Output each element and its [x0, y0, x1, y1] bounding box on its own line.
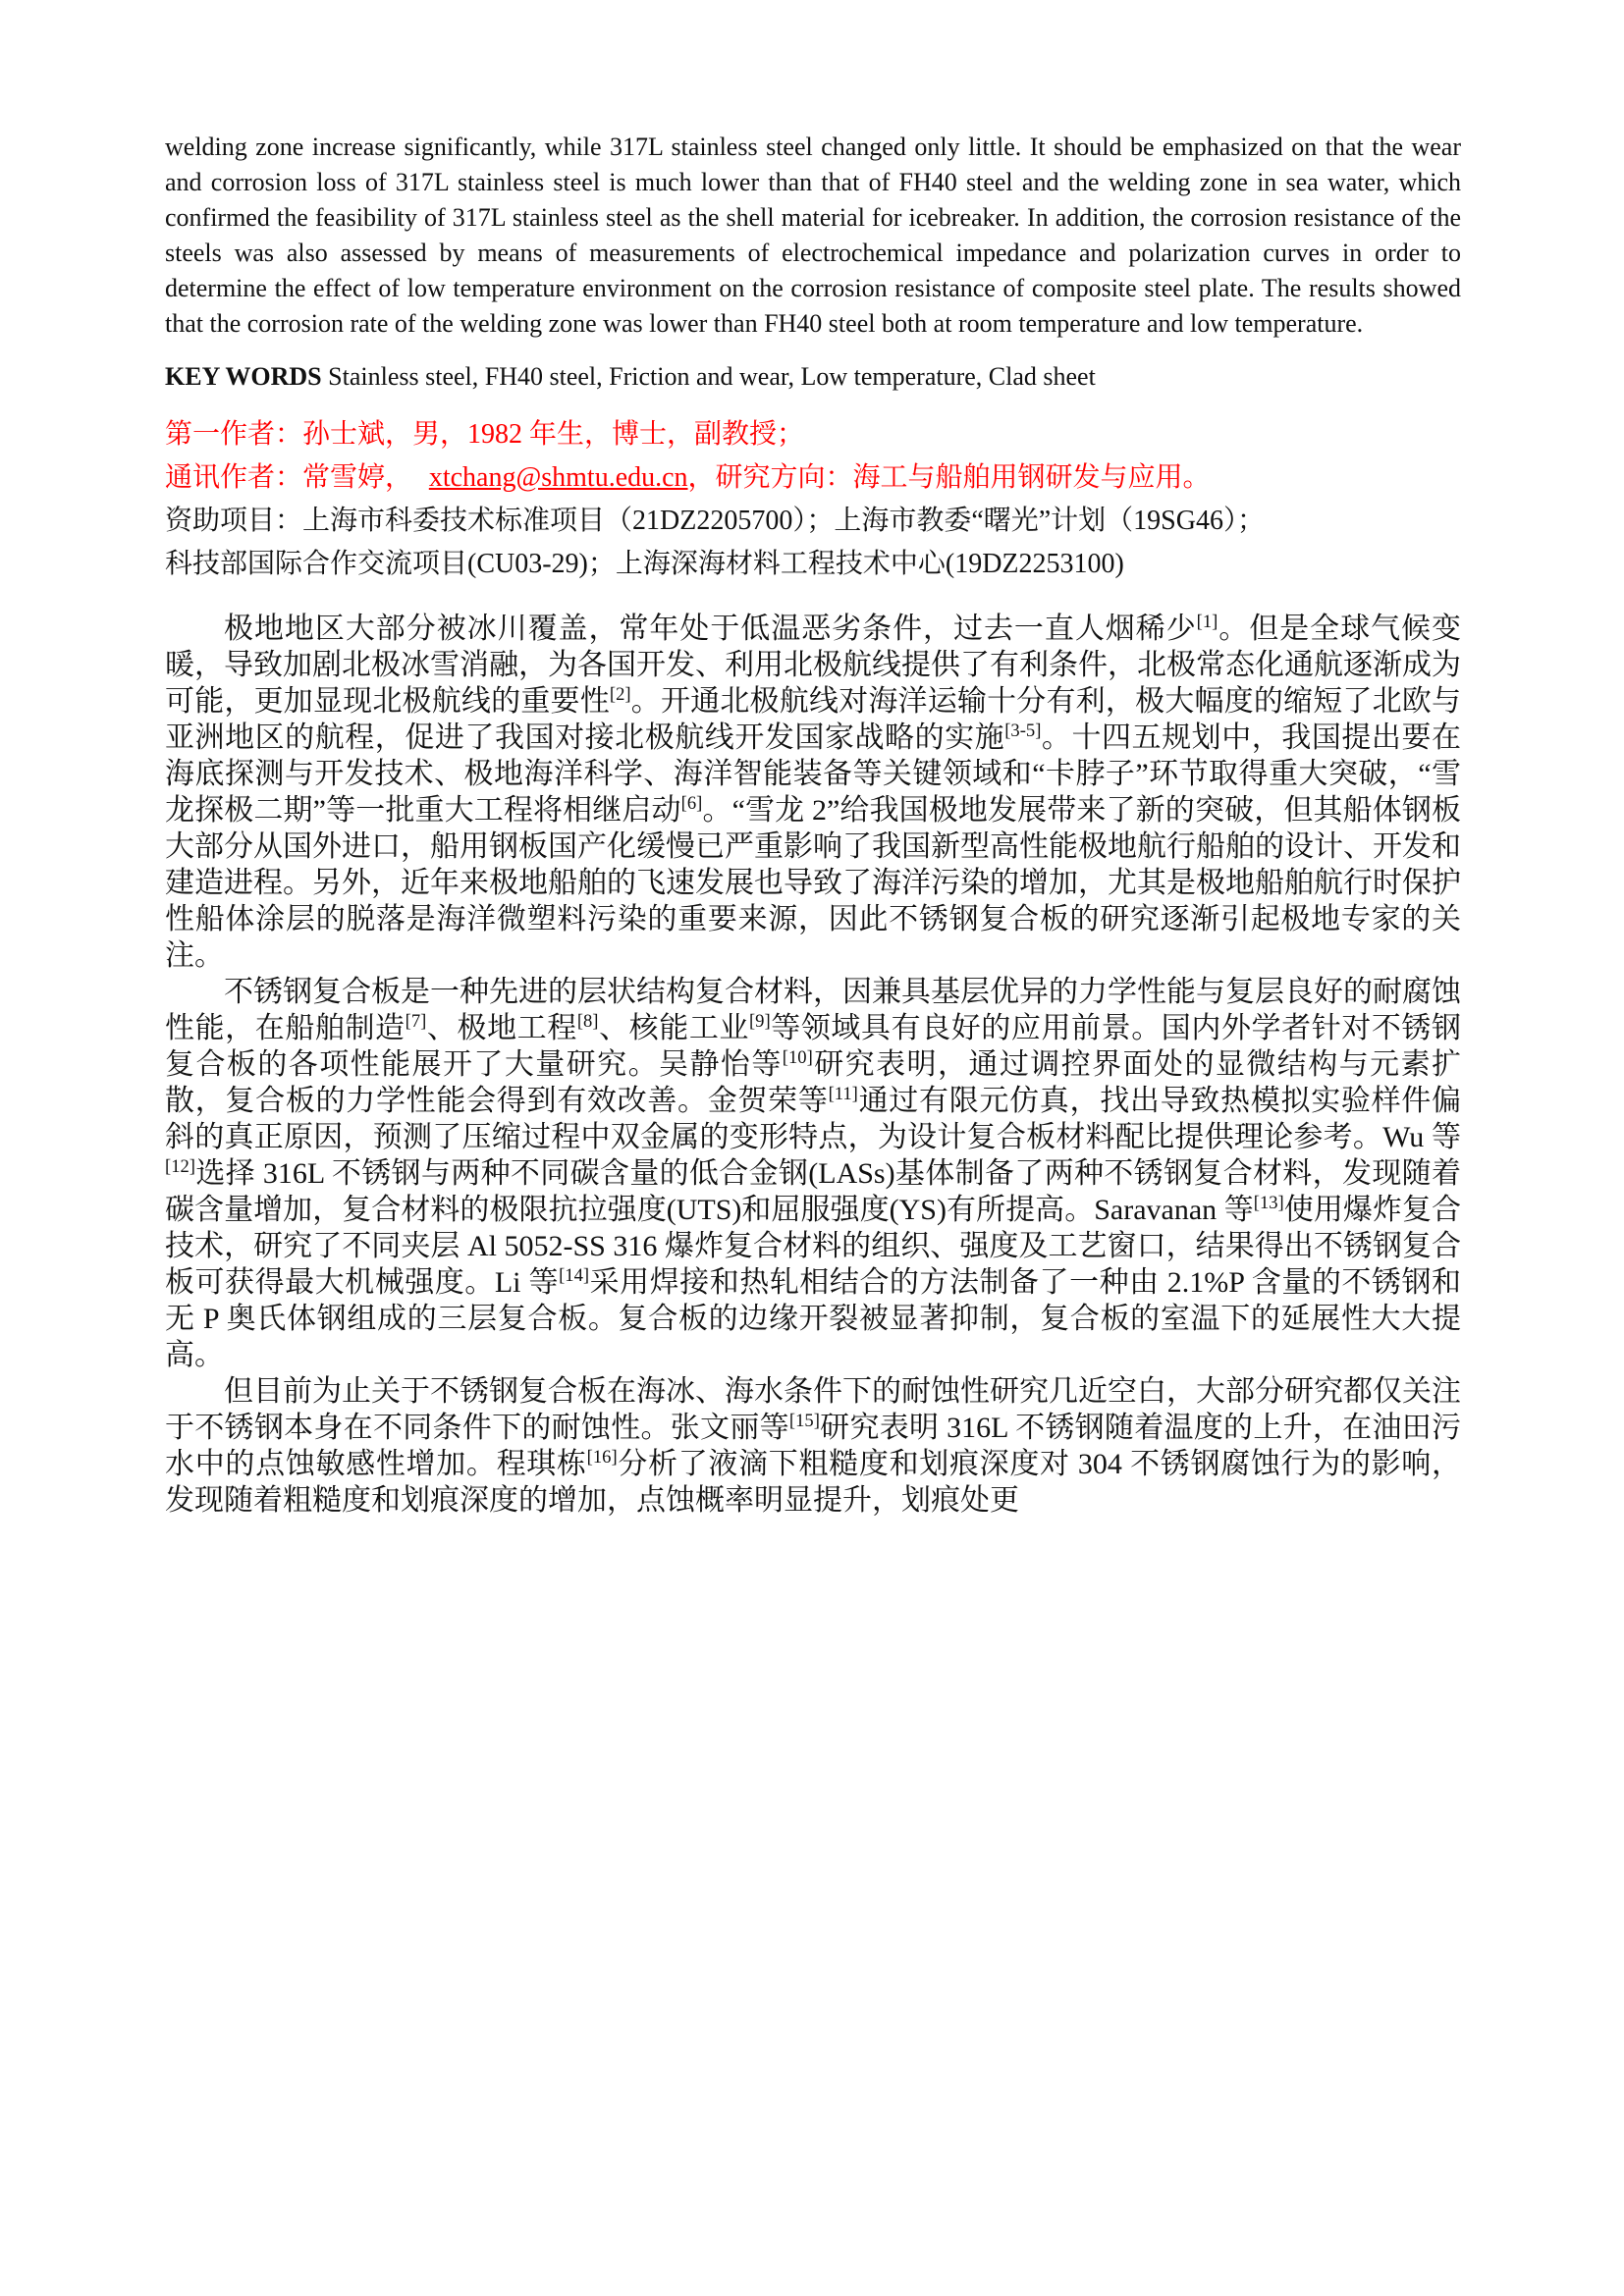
- reference-superscript: [7]: [405, 1011, 427, 1032]
- reference-superscript: [14]: [559, 1265, 590, 1286]
- reference-superscript: [1]: [1196, 612, 1218, 632]
- email-link[interactable]: xtchang@shmtu.edu.cn: [428, 462, 688, 493]
- keywords-line: [165, 359, 1461, 395]
- reference-superscript: [2]: [609, 684, 631, 705]
- keywords-label: KEY WORDS: [165, 362, 322, 391]
- body-paragraph: 极地地区大部分被冰川覆盖，常年处于低温恶劣条件，过去一直人烟稀少[1]。但是全球气候变暖，导致加剧北极冰雪消融，为各国开发、利用北极航线提供了有利条件，北极常态化通航逐渐成为可能，更加显现北极航线的重要性[2]。开通北极航线对海洋运输十分有利，极大幅度的缩短了北欧与亚洲地区的航程，促进了我国对接北极航线开发国家战略的实施[3-5]。十四五规划中，我国提出要在海底探测与开发技术、极地海洋科学、海洋智能装备等关键领域和“卡脖子”环节取得重大突破，“雪龙探极二期”等一批重大工程将相继启动[6]。“雪龙 2”给我国极地发展带来了新的突破，但其船体钢板大部分从国外进口，船用钢板国产化缓慢已严重影响了我国新型高性能极地航行船舶的设计、开发和建造进程。另外，近年来极地船舶的飞速发展也导致了海洋污染的增加，尤其是极地船舶航行时保护性船体涂层的脱落是海洋微塑料污染的重要来源，因此不锈钢复合板的研究逐渐引起极地专家的关注。: [165, 612, 1462, 972]
- reference-superscript: [15]: [788, 1411, 820, 1431]
- reference-superscript: [16]: [586, 1447, 618, 1468]
- reference-superscript: [6]: [680, 793, 703, 814]
- body-paragraphs: [165, 611, 1461, 1519]
- corresponding-author-line: [165, 459, 1461, 497]
- reference-superscript: [3-5]: [1004, 721, 1042, 741]
- keywords-text: Stainless steel, FH40 steel, Friction and wear, Low temperature, Clad sheet: [321, 362, 1096, 391]
- reference-superscript: [9]: [748, 1011, 771, 1032]
- first-author-line: 第一作者：孙士斌，男，1982 年生，博士，副教授；: [165, 419, 805, 450]
- abstract-continuation-text: welding zone increase significantly, while 317L stainless steel changed only little. It should be emphasized on that the wear and corrosion loss of 317L stainless steel is much lower than that of FH40 steel and the welding zone in sea water, which confirmed the feasibility of 317L stainless steel as the shell material for icebreaker. In addition, the corrosion resistance of the steels was also assessed by means of measurements of electrochemical impedance and polarization curves in order to determine the effect of low temperature environment on the corrosion resistance of composite steel plate. The results showed that the corrosion rate of the welding zone was lower than FH40 steel both at room temperature and low temperature.: [165, 133, 1461, 338]
- reference-superscript: [13]: [1253, 1193, 1284, 1213]
- corresponding-author-prefix: 通讯作者：常雪婷，: [165, 462, 413, 493]
- reference-superscript: [8]: [576, 1011, 599, 1032]
- funding-line-1: 资助项目：上海市科委技术标准项目（21DZ2205700）；上海市教委“曙光”计划（19SG46）；: [165, 506, 1265, 536]
- body-paragraph: 不锈钢复合板是一种先进的层状结构复合材料，因兼具基层优异的力学性能与复层良好的耐腐蚀性能，在船舶制造[7]、极地工程[8]、核能工业[9]等领域具有良好的应用前景。国内外学者针对不锈钢复合板的各项性能展开了大量研究。吴静怡等[10]研究表明，通过调控界面处的显微结构与元素扩散，复合板的力学性能会得到有效改善。金贺荣等[11]通过有限元仿真，找出导致热模拟实验样件偏斜的真正原因，预测了压缩过程中双金属的变形特点，为设计复合板材料配比提供理论参考。Wu 等[12]选择 316L 不锈钢与两种不同碳含量的低合金钢(LASs)基体制备了两种不锈钢复合材料，发现随着碳含量增加，复合材料的极限抗拉强度(UTS)和屈服强度(YS)有所提高。Saravanan 等[13]使用爆炸复合技术，研究了不同夹层 Al 5052-SS 316 爆炸复合材料的组织、强度及工艺窗口，结果得出不锈钢复合板可获得最大机械强度。Li 等[14]采用焊接和热轧相结合的方法制备了一种由 2.1%P 含量的不锈钢和无 P 奥氏体钢组成的三层复合板。复合板的边缘开裂被显著抑制，复合板的室温下的延展性大大提高。: [165, 976, 1462, 1371]
- funding-line-2: 科技部国际合作交流项目(CU03-29)；上海深海材料工程技术中心(19DZ2253100): [165, 549, 1124, 579]
- body-paragraph: 但目前为止关于不锈钢复合板在海冰、海水条件下的耐蚀性研究几近空白，大部分研究都仅关注于不锈钢本身在不同条件下的耐蚀性。张文丽等[15]研究表明 316L 不锈钢随着温度的上升，在油田污水中的点蚀敏感性增加。程琪栋[16]分析了液滴下粗糙度和划痕深度对 304 不锈钢腐蚀行为的影响，发现随着粗糙度和划痕深度的增加，点蚀概率明显提升，划痕处更: [165, 1375, 1462, 1517]
- corresponding-author-suffix: ，研究方向：海工与船舶用钢研发与应用。: [687, 462, 1211, 493]
- reference-superscript: [12]: [165, 1156, 195, 1177]
- reference-superscript: [10]: [782, 1047, 813, 1068]
- reference-superscript: [11]: [828, 1084, 858, 1104]
